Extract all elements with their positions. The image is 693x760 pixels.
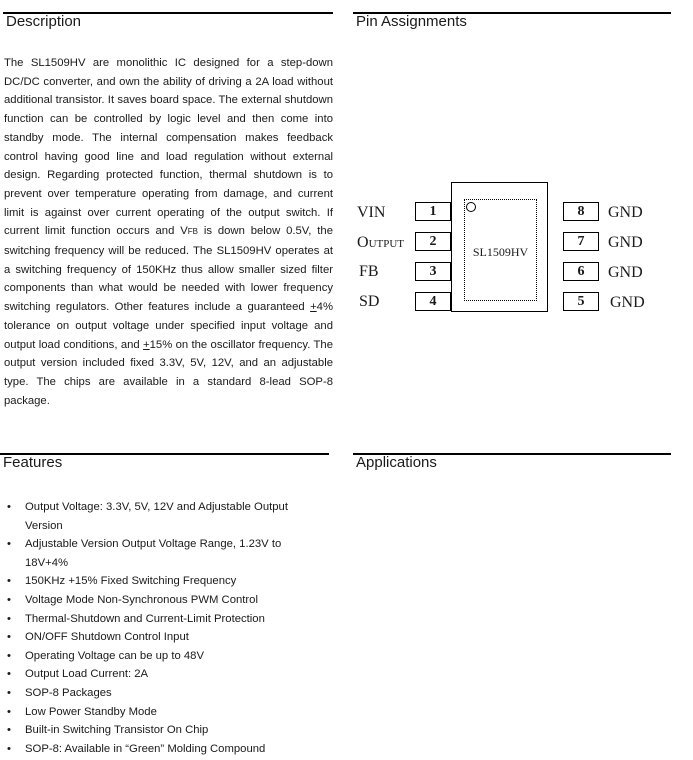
feature-text: SOP-8: Available in “Green” Molding Compound xyxy=(25,742,266,755)
pin-number-6: 6 xyxy=(563,262,599,281)
feature-item xyxy=(0,628,315,647)
feature-item xyxy=(0,591,315,610)
description-paragraph xyxy=(4,54,333,410)
bullet-icon: • xyxy=(7,612,11,625)
feature-item xyxy=(0,610,315,629)
pin-name-gnd-6: GND xyxy=(608,264,643,281)
description-text-3: 4% tolerance on output voltage under specified input voltage and output load conditions, and xyxy=(4,301,333,351)
pin-name-output-first: O xyxy=(357,234,369,251)
feature-item xyxy=(0,721,315,740)
feature-item xyxy=(0,665,315,684)
description-title: Description xyxy=(6,13,82,30)
pin-number-3: 3 xyxy=(415,262,451,281)
feature-text: Output Load Current: 2A xyxy=(25,668,149,681)
pin-number-4: 4 xyxy=(415,292,451,311)
pin-assignments-title: Pin Assignments xyxy=(356,13,467,30)
plus-minus-sign-1: + xyxy=(310,301,317,314)
pin-name-vin: VIN xyxy=(357,204,386,221)
pin-name-gnd-5: GND xyxy=(610,294,645,311)
description-text-2: is down below 0.5V, the switching frequency will be reduced. The SL1509HV operates at a switching frequency of 150KHz thus allow smaller sized filter components than what would be needed with lower frequency switching regulators. Other features include a guaranteed xyxy=(4,225,333,314)
feature-text: Voltage Mode Non-Synchronous PWM Control xyxy=(25,593,258,606)
bullet-icon: • xyxy=(7,705,11,718)
bullet-icon: • xyxy=(7,649,11,662)
pin-number-5: 5 xyxy=(563,292,599,311)
feature-item xyxy=(0,647,315,666)
feature-item xyxy=(0,535,315,572)
feature-text: Low Power Standby Mode xyxy=(25,705,157,718)
pin-number-1: 1 xyxy=(415,202,451,221)
bullet-icon: • xyxy=(7,686,11,699)
pin-name-output xyxy=(357,233,404,254)
bullet-icon: • xyxy=(7,501,11,513)
pin-number-2: 2 xyxy=(415,232,451,251)
feature-text: Built-in Switching Transistor On Chip xyxy=(25,724,209,737)
plus-minus-sign-2: + xyxy=(143,338,150,351)
feature-item xyxy=(0,572,315,591)
pin1-marker-icon xyxy=(466,202,476,212)
bullet-icon: • xyxy=(7,724,11,737)
pin-name-gnd-8: GND xyxy=(608,204,643,221)
bullet-icon: • xyxy=(7,593,11,606)
pin-name-gnd-7: GND xyxy=(608,234,643,251)
pin-number-8: 8 xyxy=(563,202,599,221)
feature-text: SOP-8 Packages xyxy=(25,686,112,699)
pin-number-7: 7 xyxy=(563,232,599,251)
feature-item xyxy=(0,740,315,759)
feature-text: Operating Voltage can be up to 48V xyxy=(25,649,205,662)
feature-item xyxy=(0,703,315,722)
feature-text: Output Voltage: 3.3V, 5V, 12V and Adjustable Output Version xyxy=(25,501,288,532)
feature-text: Adjustable Version Output Voltage Range, 1.23V to 18V+4% xyxy=(25,538,282,569)
applications-heading xyxy=(353,453,671,473)
features-list xyxy=(0,498,330,758)
pin-name-output-rest: UTPUT xyxy=(368,238,405,250)
pin-name-sd: SD xyxy=(359,293,380,310)
bullet-icon: • xyxy=(7,631,11,644)
bullet-icon: • xyxy=(7,742,11,755)
feature-text: Thermal-Shutdown and Current-Limit Protection xyxy=(25,612,265,625)
features-heading xyxy=(0,453,329,473)
applications-title: Applications xyxy=(356,454,437,471)
chip-label: SL1509HV xyxy=(472,245,529,259)
feature-item xyxy=(0,684,315,703)
bullet-icon: • xyxy=(7,575,11,588)
features-title: Features xyxy=(3,454,63,471)
feature-text: 150KHz +15% Fixed Switching Frequency xyxy=(25,575,237,588)
vfb-subscript: FB xyxy=(187,227,198,237)
description-text-1: The SL1509HV are monolithic IC designed for a step-down DC/DC converter, and own the ability of driving a 2A load without additional transistor. It saves board space. The external shutdown function can be controlled by logic level and then come into standby mode. The internal compensation makes feedback control having good line and load regulation without external design. Regarding protected function, thermal shutdown is to prevent over temperature operating from damage, and current limit is against over current operating of the output switch. If current limit function occurs and V xyxy=(4,57,333,238)
chip-body xyxy=(451,182,548,312)
description-text-4: 15% on the oscillator frequency. The output version included fixed 3.3V, 5V, 12V, and an adjustable type. The chips are available in a standard 8-lead SOP-8 package. xyxy=(4,338,333,407)
description-heading xyxy=(3,12,333,32)
feature-item xyxy=(0,498,315,535)
pin-diagram xyxy=(355,178,655,318)
feature-text: ON/OFF Shutdown Control Input xyxy=(25,631,189,644)
pin-name-fb: FB xyxy=(359,263,379,280)
description-body xyxy=(4,54,333,410)
bullet-icon: • xyxy=(7,538,11,551)
bullet-icon: • xyxy=(7,668,11,681)
pin-assignments-heading xyxy=(353,12,671,32)
